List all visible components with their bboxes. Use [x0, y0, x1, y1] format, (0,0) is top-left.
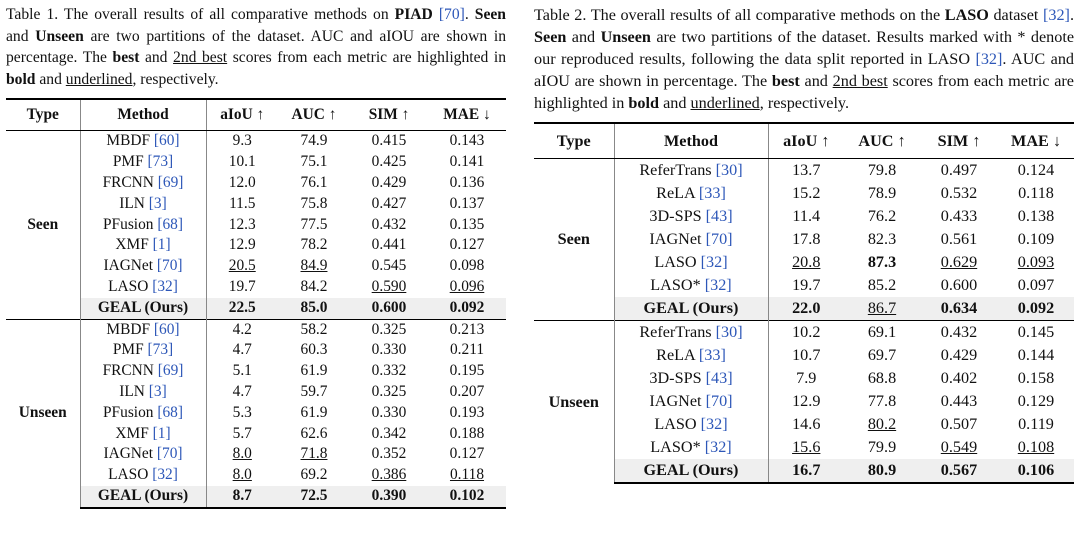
metric-cell: 0.432 [920, 321, 998, 345]
metric-cell: 71.8 [300, 445, 328, 463]
metric-cell: 11.4 [792, 207, 821, 225]
table2-label: Table 2. [534, 6, 587, 24]
metric-cell: 0.332 [371, 362, 407, 380]
table1-panel [6, 0, 506, 509]
citation-link[interactable]: [69] [157, 173, 184, 191]
column-header: AUC ↑ [278, 99, 350, 131]
table1 [6, 98, 506, 508]
table-row [534, 274, 1074, 297]
table1-caption-ref[interactable]: [70] [438, 6, 465, 23]
method-name: IAGNet [103, 445, 157, 463]
citation-link[interactable]: [70] [705, 392, 733, 410]
table-row [534, 251, 1074, 274]
table2-caption-ref2[interactable]: [32] [975, 50, 1003, 68]
metric-cell: 8.7 [206, 486, 278, 508]
metric-cell: 0.195 [449, 362, 485, 380]
method-name: ReferTrans [639, 323, 716, 341]
metric-cell: 0.429 [371, 173, 407, 191]
citation-link[interactable]: [1] [152, 236, 171, 254]
method-cell [614, 182, 768, 205]
metric-cell: 0.127 [449, 445, 485, 463]
metric-cell: 69.7 [867, 346, 897, 364]
method-name: GEAL (Ours) [97, 298, 189, 316]
citation-link[interactable]: [30] [715, 161, 743, 179]
citation-link[interactable]: [60] [153, 132, 180, 150]
column-header: Type [534, 123, 614, 159]
citation-link[interactable]: [43] [705, 369, 733, 387]
citation-link[interactable]: [32] [152, 277, 178, 295]
metric-cell: 14.6 [792, 415, 821, 433]
metric-cell: 0.425 [371, 153, 407, 171]
table2-panel [534, 0, 1074, 484]
method-cell [614, 159, 768, 183]
metric-cell: 69.2 [300, 466, 328, 484]
metric-cell: 0.386 [371, 466, 407, 484]
method-cell [614, 251, 768, 274]
method-cell [80, 277, 206, 298]
method-cell [80, 444, 206, 465]
table-row [534, 228, 1074, 251]
metric-cell: 0.427 [371, 194, 407, 212]
table-row [6, 194, 506, 215]
method-name: IAGNet [103, 257, 157, 275]
citation-link[interactable]: [70] [156, 257, 183, 275]
table-row [534, 390, 1074, 413]
method-name: ReLA [656, 346, 699, 364]
metric-cell: 77.5 [300, 215, 328, 233]
metric-cell: 0.429 [940, 346, 978, 364]
metric-cell: 5.1 [232, 362, 252, 380]
metric-cell: 59.7 [300, 382, 328, 400]
table2-header-row [534, 123, 1074, 159]
metric-cell: 85.0 [278, 298, 350, 319]
metric-cell: 0.325 [371, 382, 407, 400]
metric-cell: 0.141 [449, 153, 485, 171]
metric-cell: 8.0 [232, 445, 252, 463]
column-header: AUC ↑ [844, 123, 920, 159]
metric-cell: 9.3 [232, 132, 252, 150]
metric-cell: 0.097 [1017, 276, 1055, 294]
table-row [6, 340, 506, 361]
method-cell [614, 274, 768, 297]
metric-cell: 0.600 [350, 298, 428, 319]
table-row [534, 436, 1074, 459]
method-cell [80, 152, 206, 173]
table2-caption-ref[interactable]: [32] [1042, 6, 1070, 24]
table-row [534, 367, 1074, 390]
method-cell [614, 297, 768, 321]
method-name: 3D-SPS [649, 369, 706, 387]
method-name: PFusion [103, 215, 158, 233]
method-cell [614, 344, 768, 367]
metric-cell: 0.145 [998, 321, 1074, 345]
metric-cell: 5.3 [232, 403, 252, 421]
metric-cell: 0.600 [940, 276, 978, 294]
table-row [534, 159, 1074, 183]
metric-cell: 15.2 [792, 184, 821, 202]
metric-cell: 17.8 [792, 230, 821, 248]
table-row [6, 403, 506, 424]
method-cell [80, 486, 206, 508]
metric-cell: 0.106 [998, 459, 1074, 483]
column-header: MAE ↓ [998, 123, 1074, 159]
citation-link[interactable]: [3] [148, 194, 167, 212]
table-row [534, 205, 1074, 228]
method-name: LASO [108, 466, 153, 484]
metric-cell: 22.0 [768, 297, 844, 321]
metric-cell: 12.3 [228, 215, 256, 233]
metric-cell: 85.2 [867, 276, 897, 294]
metric-cell: 0.432 [371, 215, 407, 233]
method-cell [80, 382, 206, 403]
table-row [6, 298, 506, 319]
citation-link[interactable]: [32] [152, 466, 178, 484]
metric-cell: 0.098 [449, 257, 485, 275]
metric-cell: 0.507 [940, 415, 978, 433]
citation-link[interactable]: [32] [700, 415, 728, 433]
method-cell [80, 403, 206, 424]
method-name: FRCNN [102, 173, 158, 191]
metric-cell: 13.7 [792, 161, 821, 179]
method-name: XMF [115, 424, 153, 442]
method-name: ReferTrans [639, 161, 716, 179]
metric-cell: 0.127 [449, 236, 485, 254]
citation-link[interactable]: [70] [156, 445, 183, 463]
metric-cell: 12.9 [228, 236, 256, 254]
metric-cell: 0.136 [449, 173, 485, 191]
method-cell [614, 390, 768, 413]
metric-cell: 0.108 [1017, 438, 1055, 456]
metric-cell: 0.118 [1018, 184, 1054, 202]
metric-cell: 0.561 [940, 230, 978, 248]
metric-cell: 86.7 [844, 297, 920, 321]
metric-cell: 60.3 [300, 341, 328, 359]
metric-cell: 0.342 [371, 424, 407, 442]
metric-cell: 4.2 [206, 319, 278, 340]
metric-cell: 12.0 [228, 173, 256, 191]
metric-cell: 0.549 [940, 438, 978, 456]
metric-cell: 0.402 [940, 369, 978, 387]
citation-link[interactable]: [68] [157, 215, 183, 233]
citation-link[interactable]: [43] [705, 207, 733, 225]
citation-link[interactable]: [70] [705, 230, 733, 248]
table-row [6, 465, 506, 486]
method-name: LASO [108, 277, 153, 295]
table1-header-row [6, 99, 506, 131]
metric-cell: 78.2 [300, 236, 328, 254]
metric-cell: 76.2 [867, 207, 897, 225]
metric-cell: 80.9 [844, 459, 920, 483]
metric-cell: 12.9 [792, 392, 821, 410]
method-cell [80, 194, 206, 215]
metric-cell: 11.5 [229, 194, 256, 212]
table1-label: Table 1. [6, 6, 59, 23]
metric-cell: 0.352 [371, 445, 407, 463]
citation-link[interactable]: [68] [157, 403, 183, 421]
citation-link[interactable]: [1] [152, 424, 171, 442]
method-name: ReLA [656, 184, 699, 202]
method-cell [80, 131, 206, 152]
citation-link[interactable]: [32] [704, 438, 732, 456]
method-name: PMF [112, 341, 148, 359]
citation-link[interactable]: [32] [704, 276, 732, 294]
group-type-label: Unseen [534, 321, 614, 484]
method-name: IAGNet [649, 392, 706, 410]
method-cell [614, 228, 768, 251]
citation-link[interactable]: [3] [148, 382, 167, 400]
method-name: ILN [119, 382, 149, 400]
metric-cell: 0.118 [449, 466, 485, 484]
method-cell [80, 319, 206, 340]
metric-cell: 0.545 [371, 257, 407, 275]
metric-cell: 0.390 [350, 486, 428, 508]
metric-cell: 0.093 [1017, 253, 1055, 271]
metric-cell: 0.092 [998, 297, 1074, 321]
table-row [6, 444, 506, 465]
metric-cell: 69.1 [844, 321, 920, 345]
column-header: Method [614, 123, 768, 159]
table-row [6, 277, 506, 298]
method-name: LASO [654, 253, 701, 271]
metric-cell: 82.3 [867, 230, 897, 248]
method-name: PMF [112, 153, 148, 171]
metric-cell: 0.124 [1017, 161, 1055, 179]
metric-cell: 0.144 [1017, 346, 1055, 364]
metric-cell: 0.634 [920, 297, 998, 321]
method-cell [614, 205, 768, 228]
group-type-label: Unseen [6, 319, 80, 508]
column-header: Type [6, 99, 80, 131]
group-type-label: Seen [534, 159, 614, 321]
metric-cell: 15.6 [792, 438, 821, 456]
citation-link[interactable]: [69] [157, 362, 184, 380]
metric-cell: 75.8 [300, 194, 328, 212]
metric-cell: 0.092 [428, 298, 506, 319]
metric-cell: 0.441 [371, 236, 407, 254]
metric-cell: 0.629 [940, 253, 978, 271]
method-cell [614, 459, 768, 483]
method-cell [80, 173, 206, 194]
metric-cell: 0.330 [371, 403, 407, 421]
metric-cell: 20.5 [228, 257, 256, 275]
method-cell [80, 215, 206, 236]
method-name: MBDF [106, 132, 154, 150]
metric-cell: 10.1 [228, 153, 256, 171]
table-row [6, 361, 506, 382]
metric-cell: 0.590 [371, 277, 407, 295]
metric-cell: 0.193 [449, 403, 485, 421]
citation-link[interactable]: [32] [700, 253, 728, 271]
table-row [534, 297, 1074, 321]
metric-cell: 0.213 [428, 319, 506, 340]
method-name: XMF [115, 236, 153, 254]
metric-cell: 8.0 [232, 466, 252, 484]
metric-cell: 61.9 [300, 403, 328, 421]
metric-cell: 75.1 [300, 153, 328, 171]
metric-cell: 0.096 [449, 277, 485, 295]
method-name: GEAL (Ours) [643, 299, 739, 317]
method-name: PFusion [103, 403, 158, 421]
metric-cell: 79.9 [867, 438, 897, 456]
metric-cell: 0.567 [920, 459, 998, 483]
metric-cell: 10.2 [768, 321, 844, 345]
metric-cell: 79.8 [867, 161, 897, 179]
table-row [6, 319, 506, 340]
table-row [6, 235, 506, 256]
metric-cell: 5.7 [232, 424, 252, 442]
metric-cell: 77.8 [867, 392, 897, 410]
method-name: 3D-SPS [649, 207, 706, 225]
metric-cell: 0.211 [449, 341, 485, 359]
metric-cell: 0.188 [449, 424, 485, 442]
group-type-label: Seen [6, 131, 80, 319]
method-cell [614, 367, 768, 390]
method-name: LASO* [650, 276, 705, 294]
method-cell [80, 298, 206, 319]
column-header: Method [80, 99, 206, 131]
table-row [6, 486, 506, 508]
method-cell [614, 321, 768, 345]
table-row [6, 173, 506, 194]
method-name: LASO [654, 415, 701, 433]
metric-cell: 62.6 [300, 424, 328, 442]
metric-cell: 68.8 [867, 369, 897, 387]
table1-caption: Table 1. The overall results of all comparative methods on PIAD [70]. Seen and Unseen are two partitions of the dataset. AUC and aIOU are shown in percentage. The best and 2nd best scores from each metric are highlighted in bold and underlined, respectively. [6, 6, 506, 88]
citation-link[interactable]: [73] [147, 341, 174, 359]
metric-cell: 7.9 [796, 369, 817, 387]
method-cell [80, 361, 206, 382]
table-row [6, 256, 506, 277]
metric-cell: 84.2 [300, 277, 328, 295]
table-row [534, 459, 1074, 483]
metric-cell: 76.1 [300, 173, 328, 191]
method-name: LASO* [650, 438, 705, 456]
metric-cell: 0.433 [940, 207, 978, 225]
metric-cell: 10.7 [792, 346, 821, 364]
table-row [6, 215, 506, 236]
method-name: FRCNN [102, 362, 158, 380]
metric-cell: 19.7 [792, 276, 821, 294]
method-cell [80, 235, 206, 256]
metric-cell: 0.143 [449, 132, 485, 150]
metric-cell: 0.138 [1017, 207, 1055, 225]
metric-cell: 58.2 [278, 319, 350, 340]
metric-cell: 22.5 [206, 298, 278, 319]
method-cell [80, 340, 206, 361]
metric-cell: 74.9 [300, 132, 328, 150]
metric-cell: 0.443 [940, 392, 978, 410]
metric-cell: 0.325 [350, 319, 428, 340]
metric-cell: 4.7 [232, 382, 252, 400]
metric-cell: 19.7 [228, 277, 256, 295]
citation-link[interactable]: [73] [147, 153, 174, 171]
table2-caption: Table 2. The overall results of all comparative methods on the LASO dataset [32]. Seen and Unseen are two partitions of the dataset. Results marked with * denote our reproduced results, following the data split reported in LASO [32]. AUC and aIOU are shown in percentage. The best and 2nd best scores from each metric are highlighted in bold and underlined, respectively. [534, 6, 1075, 112]
citation-link[interactable]: [33] [698, 346, 726, 364]
metric-cell: 0.415 [371, 132, 407, 150]
table-row [534, 344, 1074, 367]
method-cell [80, 256, 206, 277]
table2 [534, 122, 1074, 484]
method-name: IAGNet [649, 230, 706, 248]
column-header: aIoU ↑ [768, 123, 844, 159]
method-name: ILN [119, 194, 149, 212]
method-cell [614, 436, 768, 459]
column-header: SIM ↑ [350, 99, 428, 131]
metric-cell: 0.330 [371, 341, 407, 359]
metric-cell: 78.9 [867, 184, 897, 202]
metric-cell: 0.135 [449, 215, 485, 233]
metric-cell: 0.497 [940, 161, 978, 179]
metric-cell: 80.2 [867, 415, 897, 433]
metric-cell: 0.102 [428, 486, 506, 508]
metric-cell: 0.532 [940, 184, 978, 202]
citation-link[interactable]: [60] [153, 320, 180, 338]
table-row [6, 382, 506, 403]
metric-cell: 0.158 [1017, 369, 1055, 387]
metric-cell: 0.119 [1018, 415, 1054, 433]
metric-cell: 61.9 [300, 362, 328, 380]
metric-cell: 0.207 [449, 382, 485, 400]
citation-link[interactable]: [33] [698, 184, 726, 202]
metric-cell: 0.129 [1017, 392, 1055, 410]
table-row [6, 424, 506, 445]
table-row [6, 131, 506, 152]
method-name: MBDF [106, 320, 154, 338]
metric-cell: 84.9 [300, 257, 328, 275]
table-row [534, 321, 1074, 345]
metric-cell: 87.3 [867, 253, 897, 271]
column-header: aIoU ↑ [206, 99, 278, 131]
metric-cell: 16.7 [768, 459, 844, 483]
table-row [534, 182, 1074, 205]
method-cell [80, 424, 206, 445]
table-row [534, 413, 1074, 436]
table-row [6, 152, 506, 173]
method-name: GEAL (Ours) [643, 461, 739, 479]
citation-link[interactable]: [30] [715, 323, 743, 341]
metric-cell: 72.5 [278, 486, 350, 508]
method-cell [614, 413, 768, 436]
metric-cell: 0.137 [449, 194, 485, 212]
metric-cell: 4.7 [232, 341, 252, 359]
metric-cell: 0.109 [1017, 230, 1055, 248]
method-name: GEAL (Ours) [97, 486, 189, 504]
column-header: MAE ↓ [428, 99, 506, 131]
column-header: SIM ↑ [920, 123, 998, 159]
method-cell [80, 465, 206, 486]
metric-cell: 20.8 [792, 253, 821, 271]
